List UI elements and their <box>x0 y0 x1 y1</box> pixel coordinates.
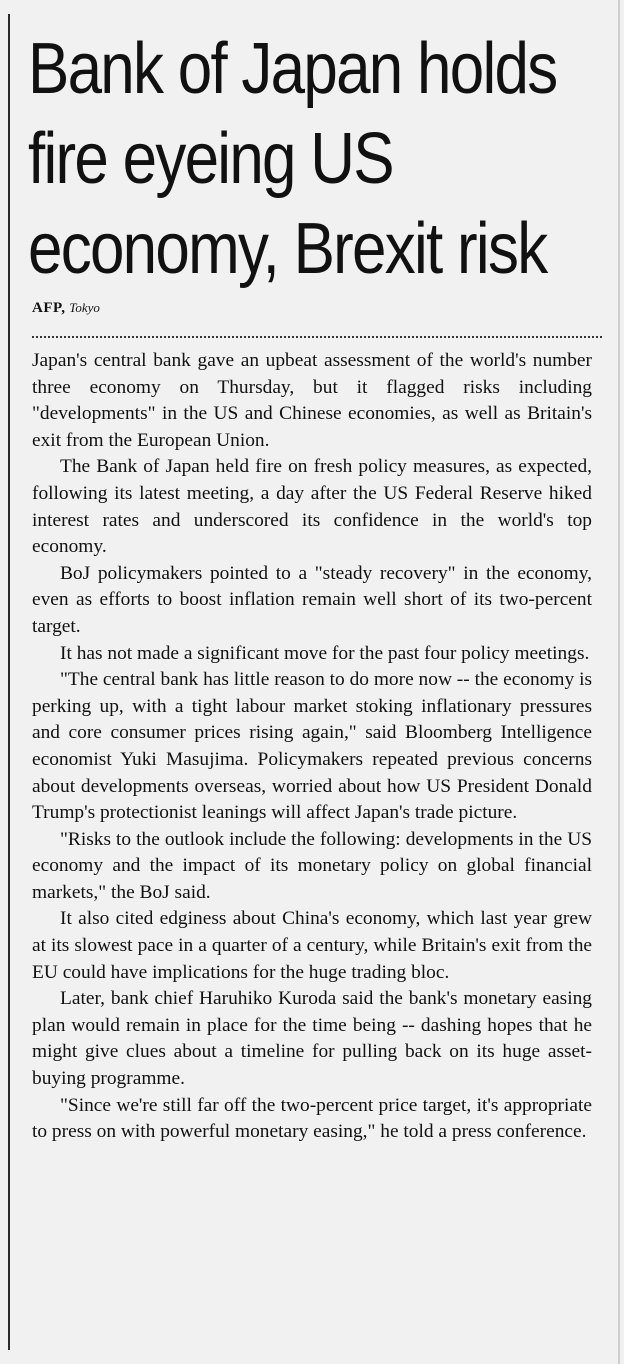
headline-line-2: fire eyeing US <box>28 119 393 199</box>
article-paragraph: It also cited edginess about China's economy, which last year grew at its slowest pace in a quarter of a century, while Britain's exit from the EU could have implications for the huge trading bloc. <box>32 908 592 983</box>
article-paragraph: Later, bank chief Haruhiko Kuroda said the bank's monetary easing plan would remain in place for the time being -- dashing hopes that he might give clues about a timeline for pulling back on its huge asset-buying programme. <box>32 988 592 1090</box>
headline <box>28 24 557 294</box>
article-paragraph: "The central bank has little reason to do more now -- the economy is perking up, with a tight labour market stoking inflationary pressures and core consumer prices rising again," said Bloomberg Intelligence economist Yuki Masujima. Policymakers repeated previous concerns about developments overseas, worried about how US President Donald Trump's protectionist leanings will affect Japan's trade picture. <box>32 669 592 824</box>
byline-dateline: Tokyo <box>69 300 100 315</box>
article-paragraph: It has not made a significant move for the past four policy meetings. <box>60 642 590 664</box>
article-body <box>32 348 592 1146</box>
article-paragraph: Japan's central bank gave an upbeat assessment of the world's number three economy on Thursday, but it flagged risks including "developments" in the US and Chinese economies, as well as Britain's exit from the European Union. <box>32 350 592 451</box>
column-rule-right <box>618 0 620 1364</box>
headline-line-3: economy, Brexit risk <box>28 209 547 289</box>
column-rule-left <box>8 14 10 1350</box>
article-paragraph: The Bank of Japan held fire on fresh policy measures, as expected, following its latest meeting, a day after the US Federal Reserve hiked interest rates and underscored its confidence in the world's top economy. <box>32 456 592 558</box>
headline-line-1: Bank of Japan holds <box>28 29 557 109</box>
byline-agency: AFP, <box>32 300 66 316</box>
article-paragraph: BoJ policymakers pointed to a "steady recovery" in the economy, even as efforts to boost inflation remain well short of its two-percent target. <box>32 562 592 637</box>
byline <box>32 300 100 317</box>
article-paragraph: "Since we're still far off the two-percent price target, it's appropriate to press on with powerful monetary easing," he told a press conference. <box>32 1094 592 1143</box>
dotted-separator <box>32 336 602 338</box>
article-paragraph: "Risks to the outlook include the following: developments in the US economy and the impact of its monetary policy on global financial markets," the BoJ said. <box>32 828 592 903</box>
